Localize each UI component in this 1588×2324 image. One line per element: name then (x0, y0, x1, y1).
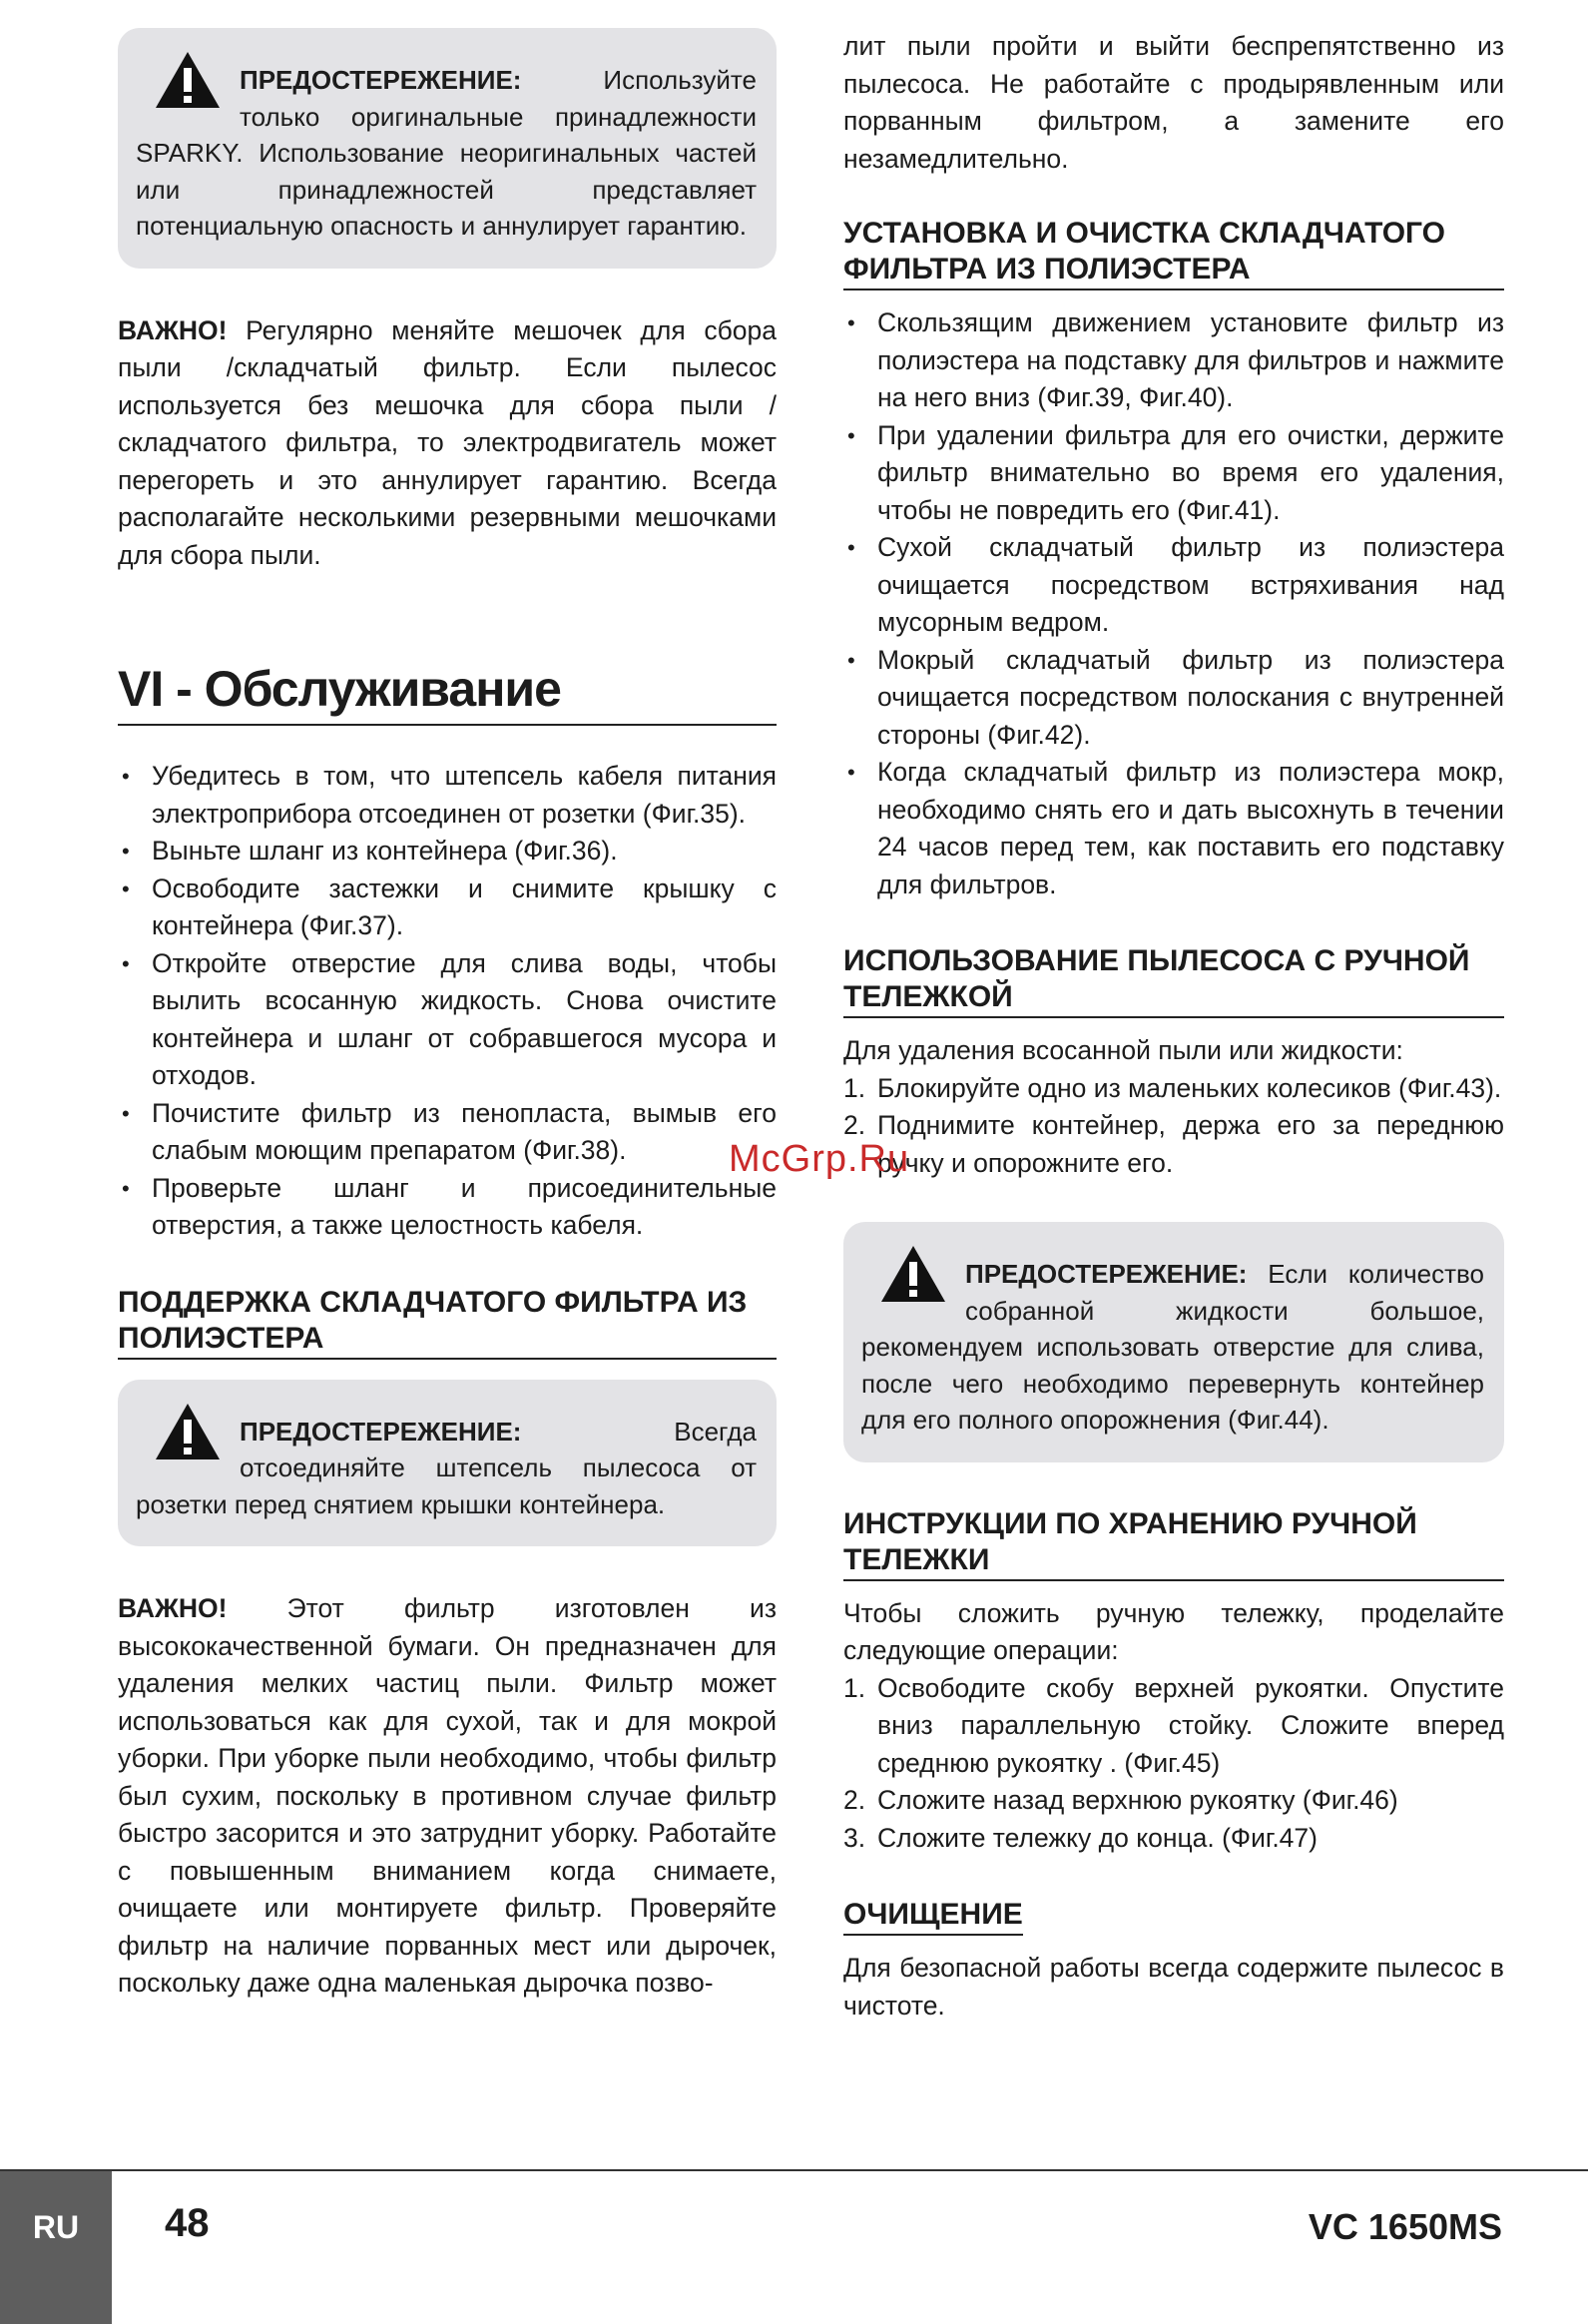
list-item: • Выньте шланг из контейнера (Фиг.36). (118, 833, 777, 871)
step-number: 1. (843, 1672, 866, 1703)
warning-box-liquid (843, 1222, 1504, 1462)
important-note-filter (118, 1590, 777, 2003)
list-item (843, 1820, 1504, 1858)
maintenance-list (118, 758, 777, 1245)
list-item (843, 1107, 1504, 1182)
step-text: Блокируйте одно из маленьких колесиков (Фиг.43). (877, 1072, 1502, 1103)
subheading-cleaning: ОЧИЩЕНИЕ (843, 1897, 1023, 1936)
continuation-text: лит пыли пройти и выйти беспрепятственно из пылесоса. Не работайте с продырявленным или порванным фильтром, а замените его незамедлительно. (843, 31, 1504, 174)
step-number: 2. (843, 1785, 866, 1815)
list-item (843, 1070, 1504, 1108)
warning-triangle-icon (154, 1402, 222, 1461)
important-text: Регулярно меняйте мешочек для сбора пыли /складчатый фильтр. Если пылесос используется без мешочка для сбора пыли / складчатого фильтра, то электродвигатель может перегореть и это аннулирует гарантию. Всегда располагайте несколькими резервными мешочками для сбора пыли. (118, 314, 777, 570)
subheading-trolley-storage: ИНСТРУКЦИИ ПО ХРАНЕНИЮ РУЧНОЙ ТЕЛЕЖКИ (843, 1506, 1504, 1581)
list-item: • Убедитесь в том, что штепсель кабеля питания электроприбора отсоединен от розетки (Фиг.35). (118, 758, 777, 833)
step-text: Сложите тележку до конца. (Фиг.47) (877, 1822, 1318, 1853)
warning-heading: ПРЕДОСТЕРЕЖЕНИЕ: (240, 65, 522, 95)
warning-heading: ПРЕДОСТЕРЕЖЕНИЕ: (965, 1259, 1248, 1289)
important-label: ВАЖНО! (118, 314, 228, 345)
list-item: • Почистите фильтр из пенопласта, вымыв его слабым моющим препаратом (Фиг.38). (118, 1095, 777, 1170)
important-note-bag (118, 312, 777, 575)
warning-box-unplug (118, 1380, 777, 1547)
list-item (843, 1670, 1504, 1783)
trolley-intro: Для удаления всосанной пыли или жидкости: (843, 1035, 1403, 1065)
subheading-trolley-use: ИСПОЛЬЗОВАНИЕ ПЫЛЕСОСА С РУЧНОЙ ТЕЛЕЖКОЙ (843, 943, 1504, 1018)
step-number: 2. (843, 1110, 866, 1140)
watermark: McGrp.Ru (729, 1138, 910, 1180)
step-text: Поднимите контейнер, держа его за переднюю ручку и опорожните его. (877, 1110, 1504, 1178)
section-title: VI - Обслуживание (118, 660, 777, 726)
warning-heading: ПРЕДОСТЕРЕЖЕНИЕ: (240, 1416, 522, 1447)
step-text: Сложите назад верхнюю рукоятку (Фиг.46) (877, 1785, 1398, 1815)
warning-text: Если количество собранной жидкости большое, рекомендуем использовать отверстие для слива, после чего необходимо перевернуть контейнер для его полного опорожнения (Фиг.44). (861, 1259, 1484, 1435)
page-number: 48 (165, 2201, 210, 2245)
right-column (843, 28, 1504, 2025)
important-label: ВАЖНО! (118, 1593, 228, 1623)
subheading-filter-support: ПОДДЕРЖКА СКЛАДЧАТОГО ФИЛЬТРА ИЗ ПОЛИЭСТЕРА (118, 1285, 777, 1360)
cleaning-text: Для безопасной работы всегда содержите пылесос в чистоте. (843, 1953, 1504, 2021)
warning-text: Всегда отсоединяйте штепсель пылесоса от розетки перед снятием крышки контейнера. (136, 1416, 757, 1519)
list-item: • Сухой складчатый фильтр из полиэстера очищается посредством встряхивания над мусорным ведром. (843, 529, 1504, 642)
storage-intro: Чтобы сложить ручную тележку, проделайте следующие операции: (843, 1597, 1504, 1665)
step-number: 1. (843, 1072, 866, 1103)
subheading-filter-install: УСТАНОВКА И ОЧИСТКА СКЛАДЧАТОГО ФИЛЬТРА ИЗ ПОЛИЭСТЕРА (843, 216, 1504, 290)
list-item: • Когда складчатый фильтр из полиэстера мокр, необходимо снять его и дать высохнуть в течении 24 часов перед тем, как поставить его подставку для фильтров. (843, 754, 1504, 903)
warning-triangle-icon (879, 1244, 947, 1304)
list-item: • При удалении фильтра для его очистки, держите фильтр внимательно во время его удаления, чтобы не повредить его (Фиг.41). (843, 417, 1504, 530)
list-item: • Проверьте шланг и присоединительные отверстия, а также целостность кабеля. (118, 1170, 777, 1245)
trolley-steps (843, 1070, 1504, 1183)
language-tab: RU (0, 2171, 112, 2324)
left-column (118, 28, 777, 2003)
list-item: • Скользящим движением установите фильтр из полиэстера на подставку для фильтров и нажмите на него вниз (Фиг.39, Фиг.40). (843, 304, 1504, 417)
warning-triangle-icon (154, 50, 222, 110)
list-item (843, 1782, 1504, 1820)
step-number: 3. (843, 1822, 866, 1853)
list-item: • Мокрый складчатый фильтр из полиэстера очищается посредством полоскания с внутренней стороны (Фиг.42). (843, 642, 1504, 755)
footer-divider (0, 2169, 1588, 2171)
warning-box-accessories (118, 28, 777, 269)
important-text: Этот фильтр изготовлен из высококачественной бумаги. Он предназначен для удаления мелких частиц пыли. Фильтр может использоваться как для сухой, так и для мокрой уборки. При уборке пыли необходимо, чтобы фильтр был сухим, поскольку в противном случае фильтр быстро засорится и это затруднит уборку. Работайте с повышенным вниманием когда снимаете, очищаете или монтируете фильтр. Проверяйте фильтр на наличие порванных мест или дырочек, поскольку даже одна маленькая дырочка позво- (118, 1593, 777, 1998)
step-text: Освободите скобу верхней рукоятки. Опустите вниз параллельную стойку. Сложите вперед среднюю рукоятку . (Фиг.45) (877, 1672, 1504, 1778)
filter-list (843, 304, 1504, 903)
model-name: VC 1650MS (1308, 2206, 1502, 2247)
list-item: • Откройте отверстие для слива воды, чтобы вылить всосанную жидкость. Снова очистите контейнера и шланг от собравшегося мусора и отходов. (118, 945, 777, 1095)
warning-text: Используйте только оригинальные принадлежности SPARKY. Использование неоригинальных частей или принадлежностей представляет потенциальную опасность и аннулирует гарантию. (136, 65, 757, 241)
storage-steps (843, 1670, 1504, 1858)
list-item: • Освободите застежки и снимите крышку с контейнера (Фиг.37). (118, 871, 777, 945)
